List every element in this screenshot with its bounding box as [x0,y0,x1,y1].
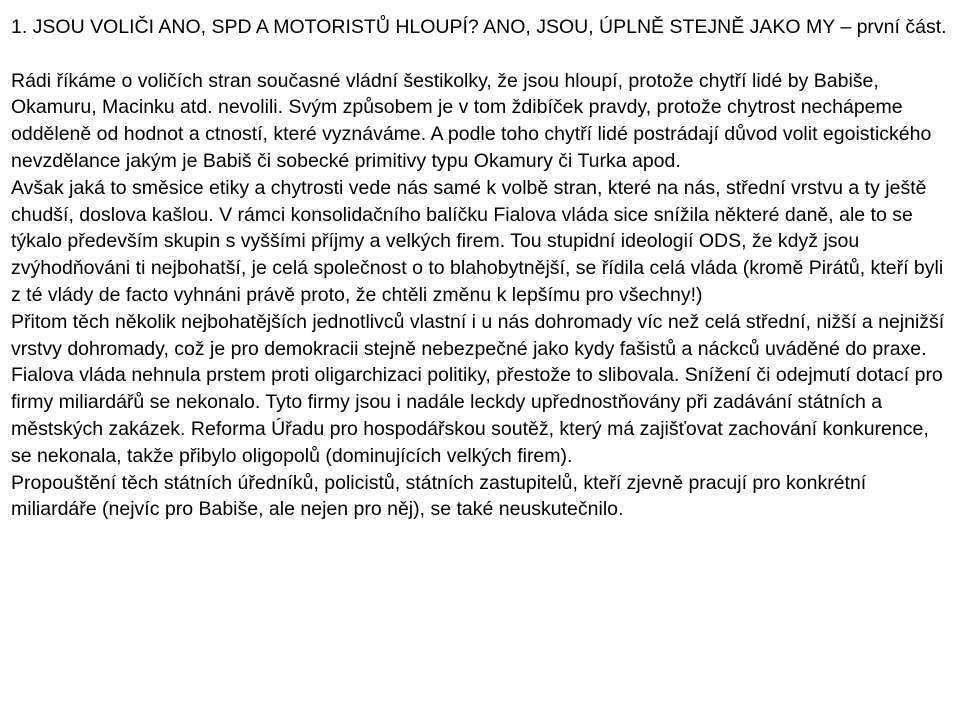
paragraph: Avšak jaká to směsice etiky a chytrosti vede nás samé k volbě stran, které na nás, střední vrstvu a ty ještě chudší, doslova kašlou. V rámci konsolidačního balíčku Fialova vláda sice snížila některé daně, ale to se týkalo především skupin s vyššími příjmy a velkých firem. Tou stupidní ideologií ODS, že když jsou zvýhodňováni ti nejbohatší, je celá společnost o to blahobytnější, se řídila celá vláda (kromě Pirátů, kteří byli z té vlády de facto vyhnáni právě proto, že chtěli změnu k lepšímu pro všechny!) [11,176,944,306]
text-body [11,14,951,523]
document-title: 1. JSOU VOLIČI ANO, SPD A MOTORISTŮ HLOUPÍ? ANO, JSOU, ÚPLNĚ STEJNĚ JAKO MY – první část. [11,16,947,38]
paragraph: Přitom těch několik nejbohatějších jednotlivců vlastní i u nás dohromady víc než celá střední, nižší a nejnižší vrstvy dohromady, což je pro demokracii stejně nebezpečné jako kydy fašistů a náckců uváděné do praxe. [11,310,945,360]
paragraph: Fialova vláda nehnula prstem proti oligarchizaci politiky, přestože to slibovala. Snížení či odejmutí dotací pro firmy miliardářů se nekonalo. Tyto firmy jsou i nadále leckdy upřednostňovány při zadávání státních a městských zakázek. Reforma Úřadu pro hospodářskou soutěž, který má zajišťovat zachování konkurence, se nekonala, takže přibylo oligopolů (dominujících velkých firem). [11,364,943,467]
paragraph: Rádi říkáme o voličích stran současné vládní šestikolky, že jsou hloupí, protože chytří lidé by Babiše, Okamuru, Macinku atd. nevolili. Svým způsobem je v tom ždibíček pravdy, protože chytrost nechápeme odděleně od hodnot a ctností, které vyznáváme. A podle toho chytří lidé postrádají důvod volit egoistického nevzdělance jakým je Babiš či sobecké primitivy typu Okamury či Turka apod. [11,69,932,172]
paragraph: Propouštění těch státních úředníků, policistů, státních zastupitelů, kteří zjevně pracují pro konkrétní miliardáře (nejvíc pro Babiše, ale nejen pro něj), se také neuskutečnilo. [11,471,867,521]
